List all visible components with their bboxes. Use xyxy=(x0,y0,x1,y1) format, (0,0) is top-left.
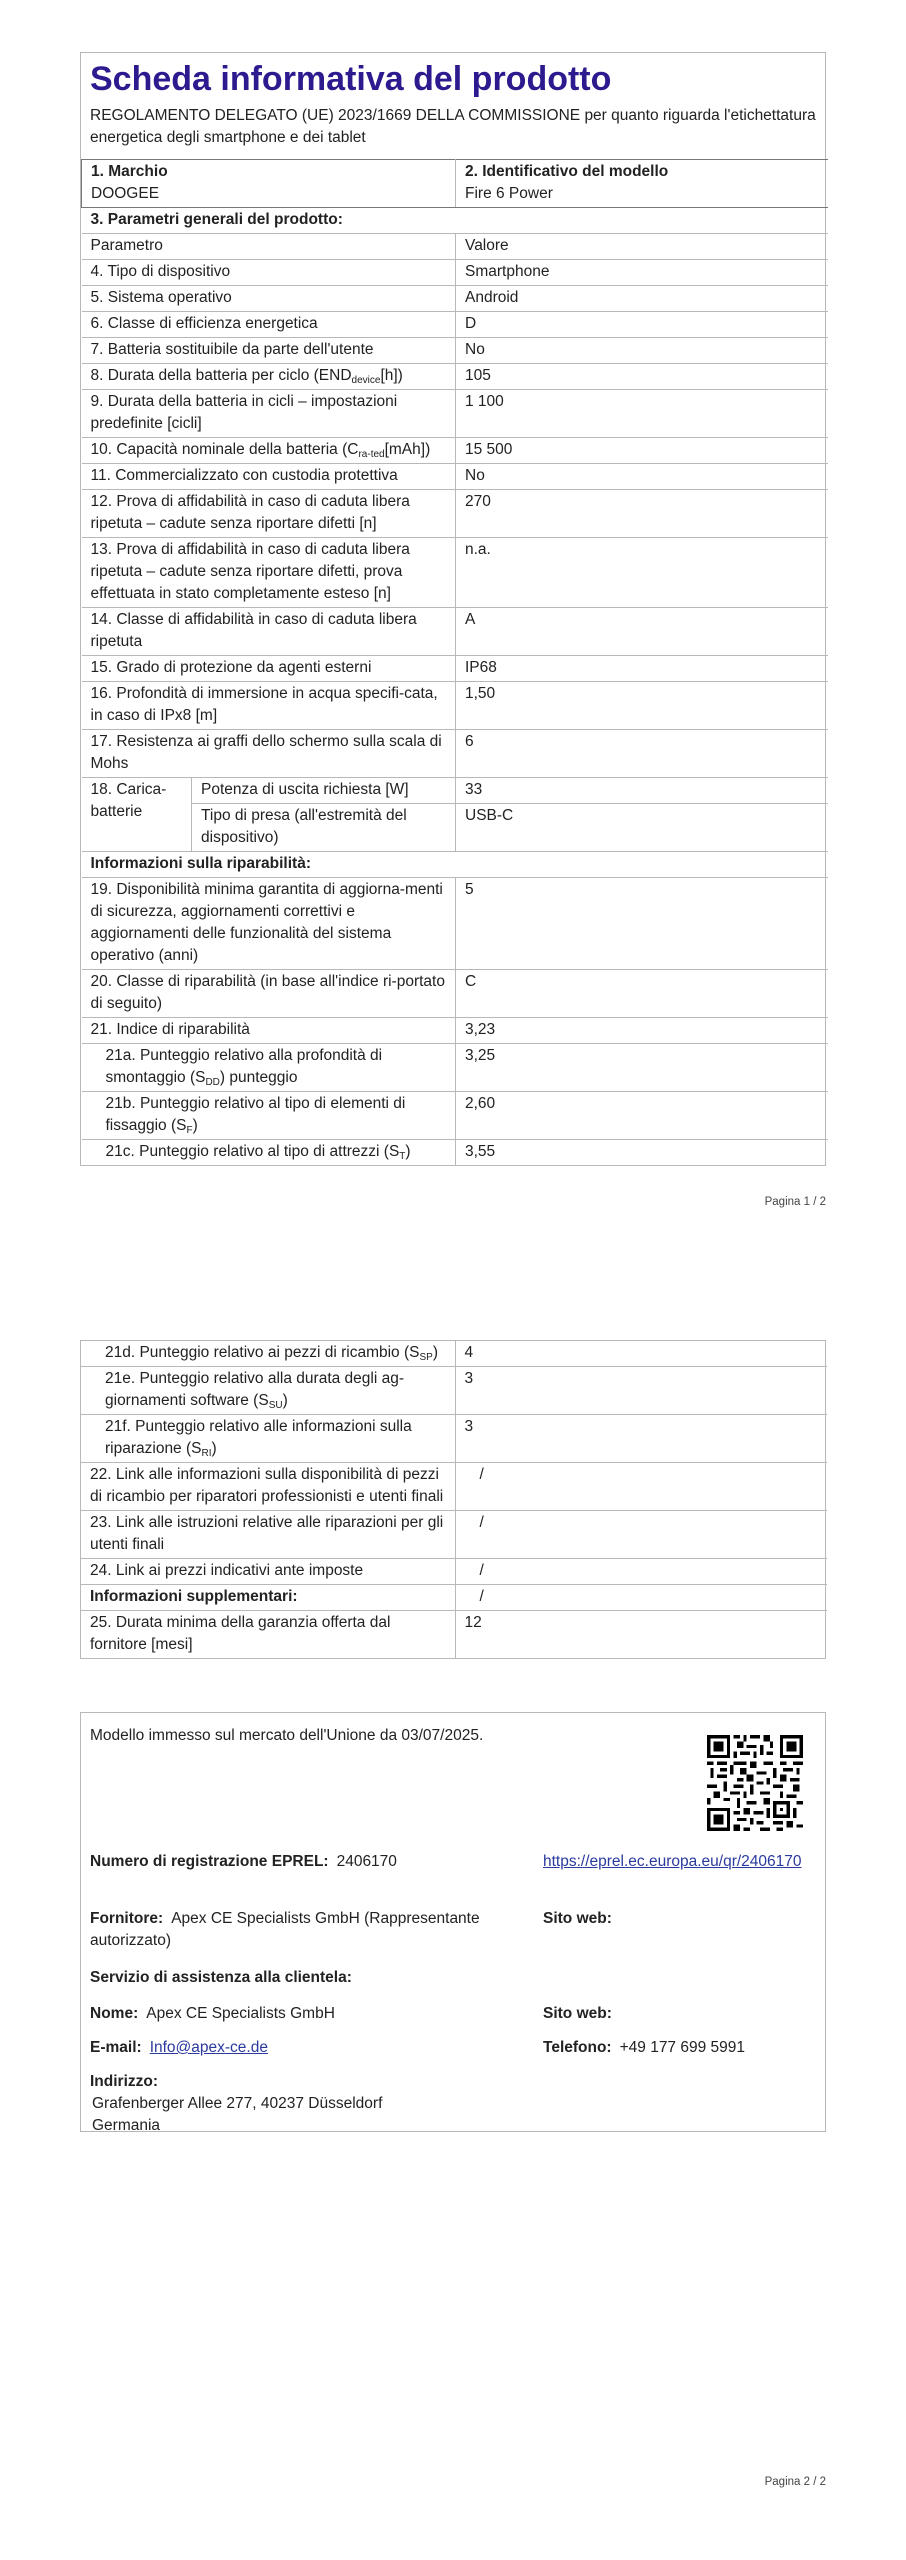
param-value: / xyxy=(455,1559,827,1585)
table-row xyxy=(82,364,828,390)
param-label: 21c. Punteggio relativo al tipo di attrezzi $(S_T)$ xyxy=(82,1140,456,1166)
param-value: IP68 xyxy=(456,656,828,682)
table-row xyxy=(82,778,828,804)
eprel-link-text[interactable]: https://eprel.ec.europa.eu/qr/2406170 xyxy=(543,1853,802,1870)
address-line-2: Germania xyxy=(92,2117,161,2134)
supplier-value: Apex CE Specialists GmbH (Rappresentante autorizzato) xyxy=(90,1910,480,1949)
service-phone xyxy=(543,2037,745,2059)
param-value: 2,60 xyxy=(456,1092,828,1140)
table-row xyxy=(82,1018,828,1044)
model-label: 2. Identificativo del modello xyxy=(465,163,669,180)
phone-value: +49 177 699 5991 xyxy=(619,2039,746,2056)
param-value: USB-C xyxy=(456,804,828,852)
column-header-value: Valore xyxy=(456,234,828,260)
table-row xyxy=(82,682,828,730)
param-label: 20. Classe di riparabilità (in base all'indice ri-portato di seguito) xyxy=(82,970,456,1018)
param-value: / xyxy=(455,1585,827,1611)
website-label: Sito web: xyxy=(543,1910,612,1927)
param-label: 9. Durata della batteria in cicli – impostazioni predefinite [cicli] xyxy=(82,390,456,438)
param-value: 15 500 xyxy=(456,438,828,464)
address-label: Indirizzo: xyxy=(90,2073,159,2090)
phone-label: Telefono: xyxy=(543,2039,612,2056)
product-info-sheet xyxy=(80,52,826,1166)
param-value: Android xyxy=(456,286,828,312)
service-email xyxy=(90,2037,268,2059)
param-label: 5. Sistema operativo xyxy=(82,286,456,312)
param-value: 3 xyxy=(455,1367,827,1415)
param-label: 21f. Punteggio relativo alle informazioni sulla riparazione $(S_{RI})$ xyxy=(81,1415,455,1463)
table-row xyxy=(81,1585,827,1611)
email-label: E-mail: xyxy=(90,2039,142,2056)
table-row xyxy=(81,1367,827,1415)
param-value: 33 xyxy=(456,778,828,804)
brand-label: 1. Marchio xyxy=(91,163,168,180)
eprel-registration xyxy=(90,1851,530,1873)
param-value: 3,25 xyxy=(456,1044,828,1092)
param-label: 6. Classe di efficienza energetica xyxy=(82,312,456,338)
param-label: 17. Resistenza ai graffi dello schermo sulla scala di Mohs xyxy=(82,730,456,778)
param-value: 3 xyxy=(455,1415,827,1463)
model-value: Fire 6 Power xyxy=(465,185,553,202)
param-value: 270 xyxy=(456,490,828,538)
column-header-param: Parametro xyxy=(82,234,456,260)
param-label: 14. Classe di affidabilità in caso di caduta libera ripetuta xyxy=(82,608,456,656)
table-row xyxy=(82,804,828,852)
param-value: 3,23 xyxy=(456,1018,828,1044)
supplier-label: Fornitore: xyxy=(90,1910,164,1927)
sheet-subtitle: REGOLAMENTO DELEGATO (UE) 2023/1669 DELLA COMMISSIONE per quanto riguarda l'etichettatura energetica degli smartphone e dei tablet xyxy=(90,107,816,146)
param-label: 10. Capacità nominale della batteria $(C_{ra-ted}[mAh])$ xyxy=(82,438,456,464)
table-row xyxy=(82,338,828,364)
table-row xyxy=(82,1044,828,1092)
page-1 xyxy=(0,0,906,1220)
param-label: 23. Link alle istruzioni relative alle riparazioni per gli utenti finali xyxy=(81,1511,455,1559)
market-date-text: Modello immesso sul mercato dell'Unione da 03/07/2025. xyxy=(90,1727,484,1744)
service-heading: Servizio di assistenza alla clientela: xyxy=(90,1969,352,1986)
email-link[interactable]: Info@apex-ce.de xyxy=(149,2039,268,2056)
table-row xyxy=(81,1463,827,1511)
param-label: 13. Prova di affidabilità in caso di caduta libera ripetuta – cadute senza riportare difetti, prova effettuata in stato completamente esteso [n] xyxy=(82,538,456,608)
table-row xyxy=(82,656,828,682)
table-row xyxy=(82,208,828,234)
param-label: 7. Batteria sostituibile da parte dell'utente xyxy=(82,338,456,364)
table-row xyxy=(82,260,828,286)
param-value: No xyxy=(456,338,828,364)
table-row xyxy=(82,608,828,656)
param-label: 16. Profondità di immersione in acqua specifi-cata, in caso di IPx8 [m] xyxy=(82,682,456,730)
param-value: 1 100 xyxy=(456,390,828,438)
param-value: 3,55 xyxy=(456,1140,828,1166)
parameters-table xyxy=(81,159,828,1165)
param-label: Potenza di uscita richiesta [W] xyxy=(192,778,456,804)
parameters-table-continued xyxy=(81,1341,827,1658)
eprel-link[interactable] xyxy=(543,1851,803,1873)
param-label: 22. Link alle informazioni sulla disponibilità di pezzi di ricambio per riparatori professionisti e utenti finali xyxy=(81,1463,455,1511)
param-label: 21. Indice di riparabilità xyxy=(82,1018,456,1044)
table-row xyxy=(82,234,828,260)
page-number: Pagina 2 / 2 xyxy=(764,2476,826,2488)
table-row xyxy=(82,464,828,490)
param-label: 21b. Punteggio relativo al tipo di elementi di fissaggio $(S_F)$ xyxy=(82,1092,456,1140)
brand-value: DOOGEE xyxy=(91,185,160,202)
table-row xyxy=(82,878,828,970)
param-value: n.a. xyxy=(456,538,828,608)
table-row xyxy=(82,1092,828,1140)
address-line-1: Grafenberger Allee 277, 40237 Düsseldorf xyxy=(92,2095,383,2112)
param-label: 21a. Punteggio relativo alla profondità di smontaggio $(S_{DD})$ punteggio xyxy=(82,1044,456,1092)
param-value: 4 xyxy=(464,1344,474,1361)
param-label: 11. Commercializzato con custodia protettiva xyxy=(82,464,456,490)
table-row xyxy=(82,160,828,208)
table-row xyxy=(82,730,828,778)
supplementary-heading: Informazioni supplementari: xyxy=(81,1585,455,1611)
eprel-value: 2406170 xyxy=(336,1853,397,1870)
supplier-info-box xyxy=(80,1712,826,2132)
param-label: Tipo di presa (all'estremità del dispositivo) xyxy=(192,804,456,852)
qr-code-icon[interactable] xyxy=(707,1735,803,1831)
supplier xyxy=(90,1908,536,1952)
page-number: Pagina 1 / 2 xyxy=(764,1196,826,1208)
table-row xyxy=(82,490,828,538)
eprel-label: Numero di registrazione EPREL: xyxy=(90,1853,329,1870)
table-row xyxy=(81,1415,827,1463)
param-label: 4. Tipo di dispositivo xyxy=(82,260,456,286)
sheet-title: Scheda informativa del prodotto xyxy=(90,60,612,98)
name-value: Apex CE Specialists GmbH xyxy=(146,2005,335,2022)
param-label: 8. Durata della batteria per ciclo $(END_{device}[h])$ xyxy=(82,364,456,390)
param-label: 12. Prova di affidabilità in caso di caduta libera ripetuta – cadute senza riportare difetti [n] xyxy=(82,490,456,538)
param-label: 21e. Punteggio relativo alla durata degli ag-giornamenti software $(S_{SU})$ xyxy=(81,1367,455,1415)
param-value: Smartphone xyxy=(456,260,828,286)
table-row xyxy=(82,390,828,438)
name-label: Nome: xyxy=(90,2005,139,2022)
table-row xyxy=(82,286,828,312)
table-row xyxy=(82,312,828,338)
table-row xyxy=(82,438,828,464)
param-value: 5 xyxy=(456,878,828,970)
table-row xyxy=(82,852,828,878)
table-row xyxy=(82,538,828,608)
table-row xyxy=(82,1140,828,1166)
table-row xyxy=(82,970,828,1018)
table-row xyxy=(81,1341,827,1367)
table-row xyxy=(81,1559,827,1585)
param-label: 15. Grado di protezione da agenti esterni xyxy=(82,656,456,682)
param-value: 12 xyxy=(455,1611,827,1659)
service-name xyxy=(90,2003,335,2025)
service-address xyxy=(90,2071,382,2137)
product-info-sheet-continued xyxy=(80,1340,826,1659)
charger-label: 18. Carica-batterie xyxy=(82,778,192,852)
table-row xyxy=(81,1611,827,1659)
param-value: 105 xyxy=(456,364,828,390)
service-website-label: Sito web: xyxy=(543,2005,612,2022)
param-value: C xyxy=(456,970,828,1018)
param-value: No xyxy=(456,464,828,490)
param-value: A xyxy=(456,608,828,656)
param-label: 19. Disponibilità minima garantita di aggiorna-menti di sicurezza, aggiornamenti correttivi e aggiornamenti delle funzionalità del sistema operativo (anni) xyxy=(82,878,456,970)
repair-heading: Informazioni sulla riparabilità: xyxy=(82,852,828,878)
param-value: D xyxy=(456,312,828,338)
param-label: 21d. Punteggio relativo ai pezzi di ricambio $(S_{SP})$ xyxy=(81,1341,455,1367)
general-heading: 3. Parametri generali del prodotto: xyxy=(82,208,828,234)
param-value: 1,50 xyxy=(456,682,828,730)
table-row xyxy=(81,1511,827,1559)
page-2 xyxy=(0,1340,906,2560)
param-value: / xyxy=(455,1511,827,1559)
param-label: 24. Link ai prezzi indicativi ante imposte xyxy=(81,1559,455,1585)
param-value: 6 xyxy=(456,730,828,778)
param-label: 25. Durata minima della garanzia offerta dal fornitore [mesi] xyxy=(81,1611,455,1659)
param-value: / xyxy=(455,1463,827,1511)
